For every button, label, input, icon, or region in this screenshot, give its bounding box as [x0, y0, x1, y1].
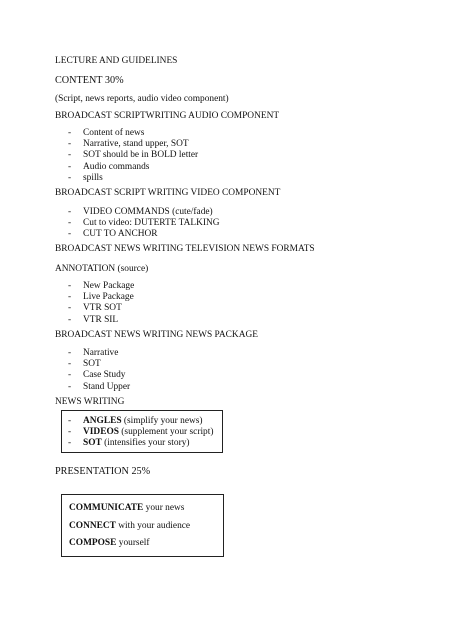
dash-marker: -: [68, 172, 72, 183]
dash-marker: -: [68, 438, 72, 449]
tv-formats-heading: BROADCAST NEWS WRITING TELEVISION NEWS FORMATS: [55, 244, 315, 254]
list-item-text: VIDEO COMMANDS (cute/fade): [83, 207, 213, 217]
list-item: [68, 427, 213, 438]
presentation-bold: COMMUNICATE: [69, 503, 144, 513]
presentation-line: [69, 503, 184, 514]
list-item-text: SOT should be in BOLD letter: [83, 150, 199, 161]
dash-marker: -: [68, 128, 72, 138]
list-item: [68, 207, 220, 218]
list-item: [68, 150, 198, 161]
presentation-text: yourself: [116, 538, 150, 548]
list-item: [68, 382, 130, 393]
list-item-text: New Package: [83, 281, 135, 291]
video-heading: BROADCAST SCRIPT WRITING VIDEO COMPONENT: [55, 188, 281, 198]
dash-marker: -: [68, 348, 72, 358]
list-item-text: Narrative, stand upper, SOT: [83, 139, 189, 150]
list-item-bold: VIDEOS: [83, 427, 119, 438]
list-item: [68, 416, 213, 427]
list-item: [68, 281, 134, 292]
list-item-text: SOT: [83, 359, 101, 370]
list-item-text: VTR SIL: [83, 314, 119, 325]
presentation-heading: PRESENTATION 25%: [55, 466, 151, 477]
dash-marker: -: [68, 207, 72, 217]
list-item-text: (supplement your script): [118, 427, 214, 438]
dash-marker: -: [68, 314, 72, 325]
list-item-text: (simplify your news): [121, 416, 203, 426]
video-list: [68, 207, 220, 241]
package-heading: BROADCAST NEWS WRITING NEWS PACKAGE: [55, 330, 258, 340]
dash-marker: -: [68, 229, 72, 240]
list-item-text: VTR SOT: [83, 303, 122, 314]
package-list: [68, 348, 130, 393]
list-item-text: Case Study: [83, 370, 126, 381]
dash-marker: -: [68, 370, 72, 381]
dash-marker: -: [68, 359, 72, 370]
list-item: [68, 128, 198, 139]
dash-marker: -: [68, 427, 72, 438]
list-item-text: Stand Upper: [83, 381, 131, 392]
audio-list: [68, 128, 198, 184]
list-item: [68, 303, 134, 314]
list-item-bold: ANGLES: [83, 416, 122, 426]
presentation-bold: CONNECT: [69, 521, 116, 531]
list-item: [68, 218, 220, 229]
dash-marker: -: [68, 303, 72, 314]
dash-marker: -: [68, 139, 72, 150]
dash-marker: -: [68, 218, 72, 229]
dash-marker: -: [68, 150, 72, 161]
content-heading: CONTENT 30%: [55, 75, 124, 86]
list-item-bold: SOT: [83, 438, 102, 449]
list-item: [68, 370, 130, 381]
news-writing-box: [61, 410, 223, 453]
list-item: [68, 348, 130, 359]
dash-marker: -: [68, 381, 72, 392]
list-item: [68, 292, 134, 303]
list-item-text: Cut to video: DUTERTE TALKING: [83, 218, 220, 229]
dash-marker: -: [68, 416, 72, 426]
presentation-box: [61, 494, 224, 557]
list-item-text: Live Package: [83, 292, 134, 303]
list-item-text: CUT TO ANCHOR: [83, 229, 158, 240]
list-item-text: Content of news: [83, 128, 145, 138]
presentation-text: with your audience: [115, 521, 191, 531]
dash-marker: -: [68, 292, 72, 303]
presentation-text: your news: [143, 503, 185, 513]
dash-marker: -: [68, 161, 72, 172]
annotation-list: [68, 281, 134, 326]
list-item: [68, 438, 213, 449]
content-note: (Script, news reports, audio video component): [55, 94, 229, 104]
list-item: [68, 359, 130, 370]
list-item-text: Narrative: [83, 348, 119, 358]
audio-heading: BROADCAST SCRIPTWRITING AUDIO COMPONENT: [55, 111, 280, 121]
presentation-line: [69, 521, 190, 532]
annotation-heading: ANNOTATION (source): [55, 264, 149, 274]
news-writing-list: [68, 416, 213, 450]
list-item: [68, 229, 220, 240]
presentation-bold: COMPOSE: [69, 538, 117, 548]
list-item-text: (intensifies your story): [101, 438, 190, 449]
list-item: [68, 139, 198, 150]
list-item-text: spills: [83, 172, 103, 183]
presentation-line: [69, 538, 149, 549]
dash-marker: -: [68, 281, 72, 291]
list-item-text: Audio commands: [83, 161, 150, 172]
news-writing-heading: NEWS WRITING: [55, 397, 125, 407]
list-item: [68, 315, 134, 326]
list-item: [68, 173, 198, 184]
list-item: [68, 162, 198, 173]
document-title: LECTURE AND GUIDELINES: [55, 56, 178, 66]
